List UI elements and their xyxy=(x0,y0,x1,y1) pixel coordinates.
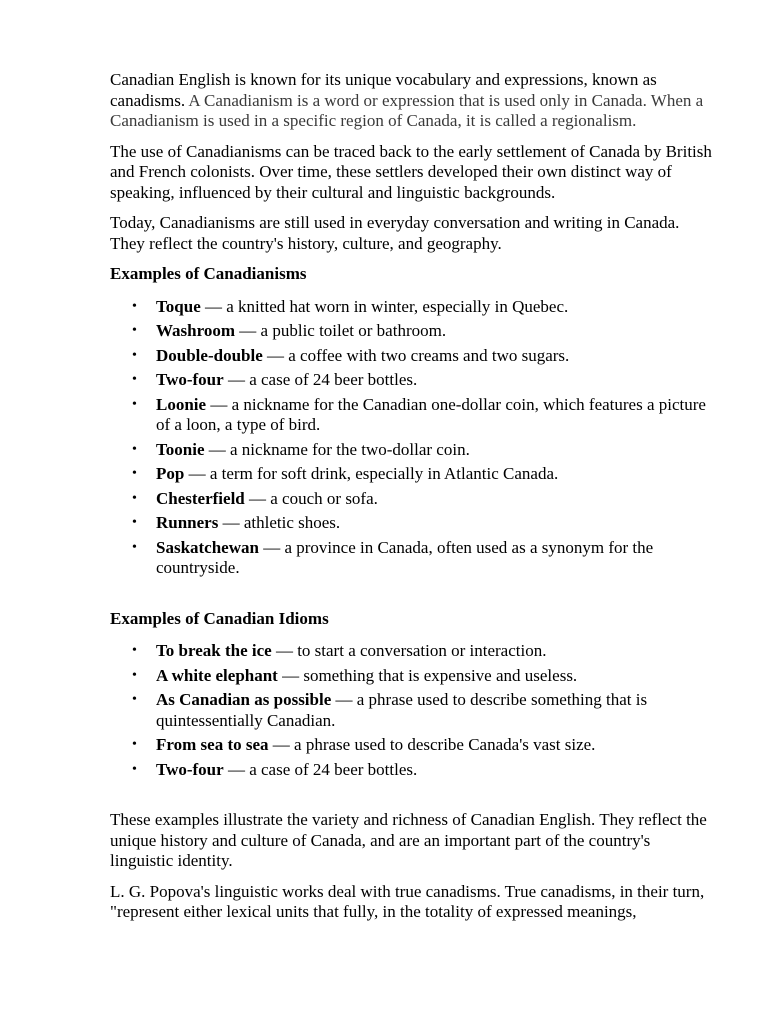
list-item xyxy=(110,513,715,534)
term: Toque xyxy=(156,296,201,316)
definition: — a province in Canada, often used as a synonym for the countryside. xyxy=(156,537,654,577)
intro-paragraph-1 xyxy=(110,70,715,132)
canadianisms-heading: Examples of Canadianisms xyxy=(110,264,307,283)
term: Loonie xyxy=(156,394,207,414)
intro-paragraph-1-rest: A Canadianism is a word or expression that is used only in Canada. When a Canadianism is used in a specific region of Canada, it is called a regionalism. xyxy=(110,90,704,130)
bullet-icon: • xyxy=(132,667,137,683)
definition: — a case of 24 beer bottles. xyxy=(223,759,418,779)
intro-paragraph-1-lead: Canadian English is known for its unique vocabulary and expressions, known as canadisms. xyxy=(110,70,657,110)
intro-paragraph-2: The use of Canadianisms can be traced back to the early settlement of Canada by British and French colonists. Over time, these settlers developed their own distinct way of speaking, influenced by their cultural and linguistic backgrounds. xyxy=(110,141,712,202)
term: Double-double xyxy=(156,345,263,365)
definition: — a case of 24 beer bottles. xyxy=(223,370,418,389)
list-item xyxy=(110,370,715,391)
definition: — something that is expensive and useless. xyxy=(277,665,578,685)
bullet-icon: • xyxy=(132,643,137,658)
intro-paragraph-3: Today, Canadianisms are still used in everyday conversation and writing in Canada. They reflect the country's history, culture, and geography. xyxy=(110,213,680,253)
definition: — a coffee with two creams and two sugars. xyxy=(262,345,570,365)
term: Saskatchewan xyxy=(156,537,259,557)
term: Pop xyxy=(156,464,185,483)
definition: — athletic shoes. xyxy=(218,513,341,532)
bullet-icon: • xyxy=(132,372,137,387)
list-item xyxy=(110,666,715,687)
list-item xyxy=(110,690,715,731)
bullet-icon: • xyxy=(132,441,137,457)
term: To break the ice xyxy=(156,641,272,660)
bullet-icon: • xyxy=(132,761,137,777)
definition: — a phrase used to describe Canada's vast size. xyxy=(268,735,596,754)
list-item xyxy=(110,641,715,662)
term: As Canadian as possible xyxy=(156,690,332,709)
definition: — a public toilet or bathroom. xyxy=(235,321,447,340)
definition: — a phrase used to describe something that is quintessentially Canadian. xyxy=(156,690,648,730)
definition: — a knitted hat worn in winter, especially in Quebec. xyxy=(200,296,569,316)
term: Two-four xyxy=(156,370,224,389)
term: Two-four xyxy=(156,759,224,779)
idioms-list xyxy=(110,641,715,780)
bullet-icon: • xyxy=(132,466,137,481)
list-item xyxy=(110,538,715,579)
term: From sea to sea xyxy=(156,735,269,754)
definition: — a term for soft drink, especially in Atlantic Canada. xyxy=(184,464,559,483)
bullet-icon: • xyxy=(132,539,137,555)
term: Chesterfield xyxy=(156,488,245,508)
term: A white elephant xyxy=(156,665,278,685)
list-item xyxy=(110,440,715,461)
list-item xyxy=(110,464,715,485)
idioms-heading: Examples of Canadian Idioms xyxy=(110,608,329,628)
definition: — to start a conversation or interaction. xyxy=(271,641,547,660)
document-page xyxy=(110,70,715,933)
closing-paragraph-1: These examples illustrate the variety and richness of Canadian English. They reflect the unique history and culture of Canada, and are an important part of the country's linguistic identity. xyxy=(110,810,707,870)
term: Washroom xyxy=(156,321,236,340)
list-item xyxy=(110,760,715,781)
bullet-icon: • xyxy=(132,515,137,530)
definition: — a couch or sofa. xyxy=(244,488,378,508)
definition: — a nickname for the Canadian one-dollar coin, which features a picture of a loon, a type of bird. xyxy=(156,394,706,434)
bullet-icon: • xyxy=(132,298,137,314)
list-item xyxy=(110,395,715,436)
bullet-icon: • xyxy=(132,692,137,707)
list-item xyxy=(110,489,715,510)
bullet-icon: • xyxy=(132,323,137,338)
bullet-icon: • xyxy=(132,490,137,506)
canadianisms-list xyxy=(110,297,715,579)
closing-paragraph-2: L. G. Popova's linguistic works deal with true canadisms. True canadisms, in their turn, "represent either lexical units that fully, in the totality of expressed meanings, xyxy=(110,881,705,921)
list-item xyxy=(110,346,715,367)
list-item xyxy=(110,735,715,756)
bullet-icon: • xyxy=(132,737,137,752)
bullet-icon: • xyxy=(132,347,137,363)
term: Toonie xyxy=(156,439,205,459)
list-item xyxy=(110,321,715,342)
term: Runners xyxy=(156,513,219,532)
list-item xyxy=(110,297,715,318)
bullet-icon: • xyxy=(132,396,137,412)
definition: — a nickname for the two-dollar coin. xyxy=(204,439,470,459)
